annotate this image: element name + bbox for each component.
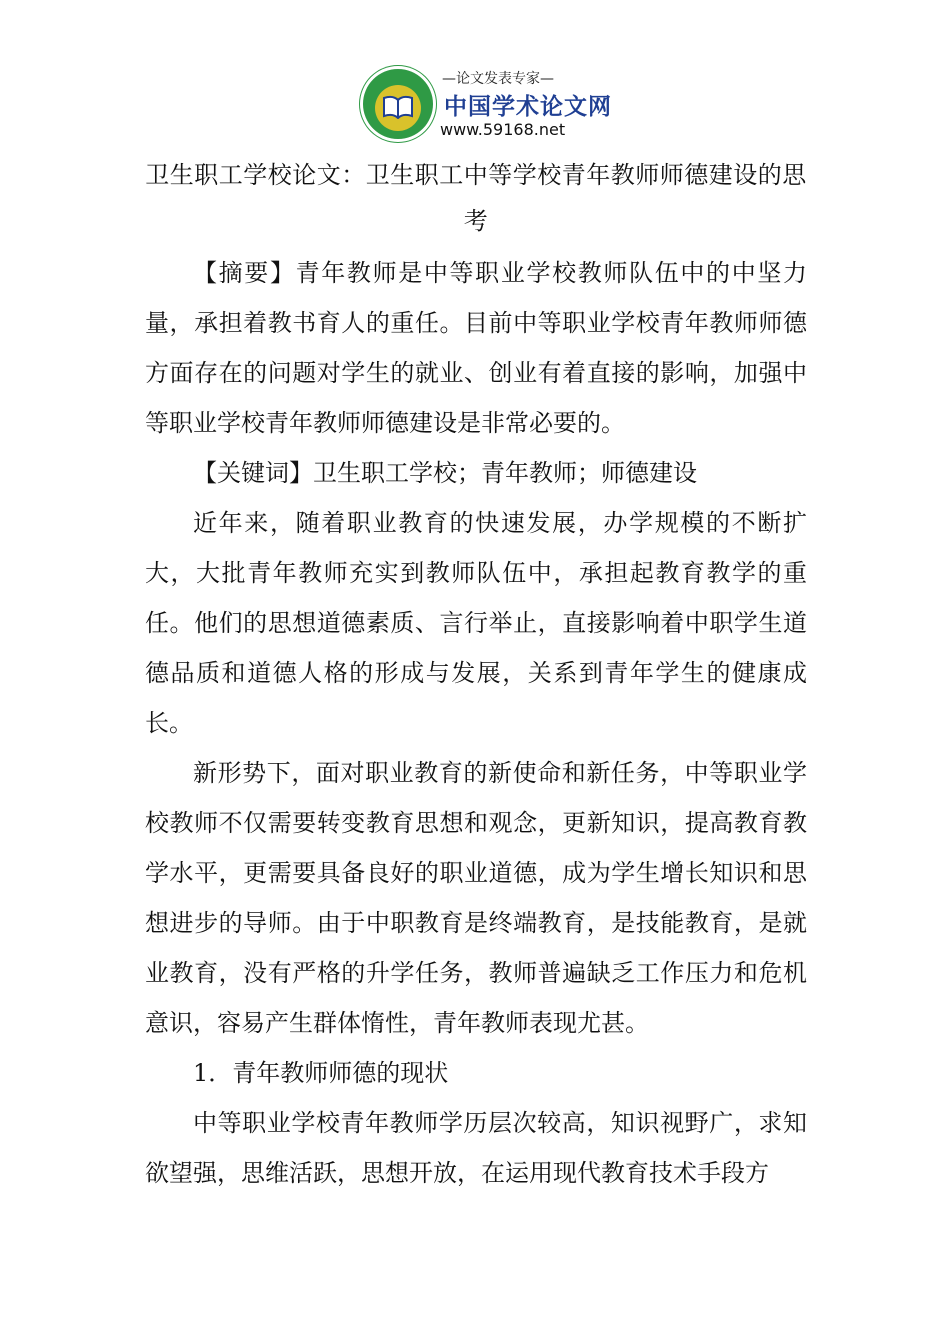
section-paragraph: 中等职业学校青年教师学历层次较高，知识视野广，求知欲望强，思维活跃，思想开放，在运用现代教育技术手段方 — [145, 1109, 807, 1187]
site-logo — [360, 62, 612, 142]
logo-site-name: 中国学术论文网 — [444, 94, 612, 120]
keywords-paragraph: 【关键词】卫生职工学校；青年教师；师德建设 — [193, 459, 697, 487]
body-paragraph: 新形势下，面对职业教育的新使命和新任务，中等职业学校教师不仅需要转变教育思想和观念，更新知识，提高教育教学水平，更需要具备良好的职业道德，成为学生增长知识和思想进步的导师。由于中职教育是终端教育，是技能教育，是就业教育，没有严格的升学任务，教师普遍缺乏工作压力和危机意识，容易产生群体惰性，青年教师表现尤甚。 — [145, 759, 807, 1037]
logo-url: www.59168.net — [440, 120, 566, 139]
book-icon — [382, 95, 414, 119]
document-body — [145, 248, 807, 1198]
body-paragraph: 近年来，随着职业教育的快速发展，办学规模的不断扩大，大批青年教师充实到教师队伍中，承担起教育教学的重任。他们的思想道德素质、言行举止，直接影响着中职学生道德品质和道德人格的形成与发展，关系到青年学生的健康成长。 — [145, 509, 807, 737]
logo-tagline: —论文发表专家— — [442, 71, 554, 87]
logo-emblem — [360, 66, 436, 142]
section-heading: 1．青年教师师德的现状 — [193, 1059, 449, 1087]
document-title: 卫生职工学校论文：卫生职工中等学校青年教师师德建设的思考 — [145, 161, 807, 235]
abstract-paragraph: 【摘要】青年教师是中等职业学校教师队伍中的中坚力量，承担着教书育人的重任。目前中等职业学校青年教师师德方面存在的问题对学生的就业、创业有着直接的影响，加强中等职业学校青年教师师德建设是非常必要的。 — [145, 259, 807, 437]
